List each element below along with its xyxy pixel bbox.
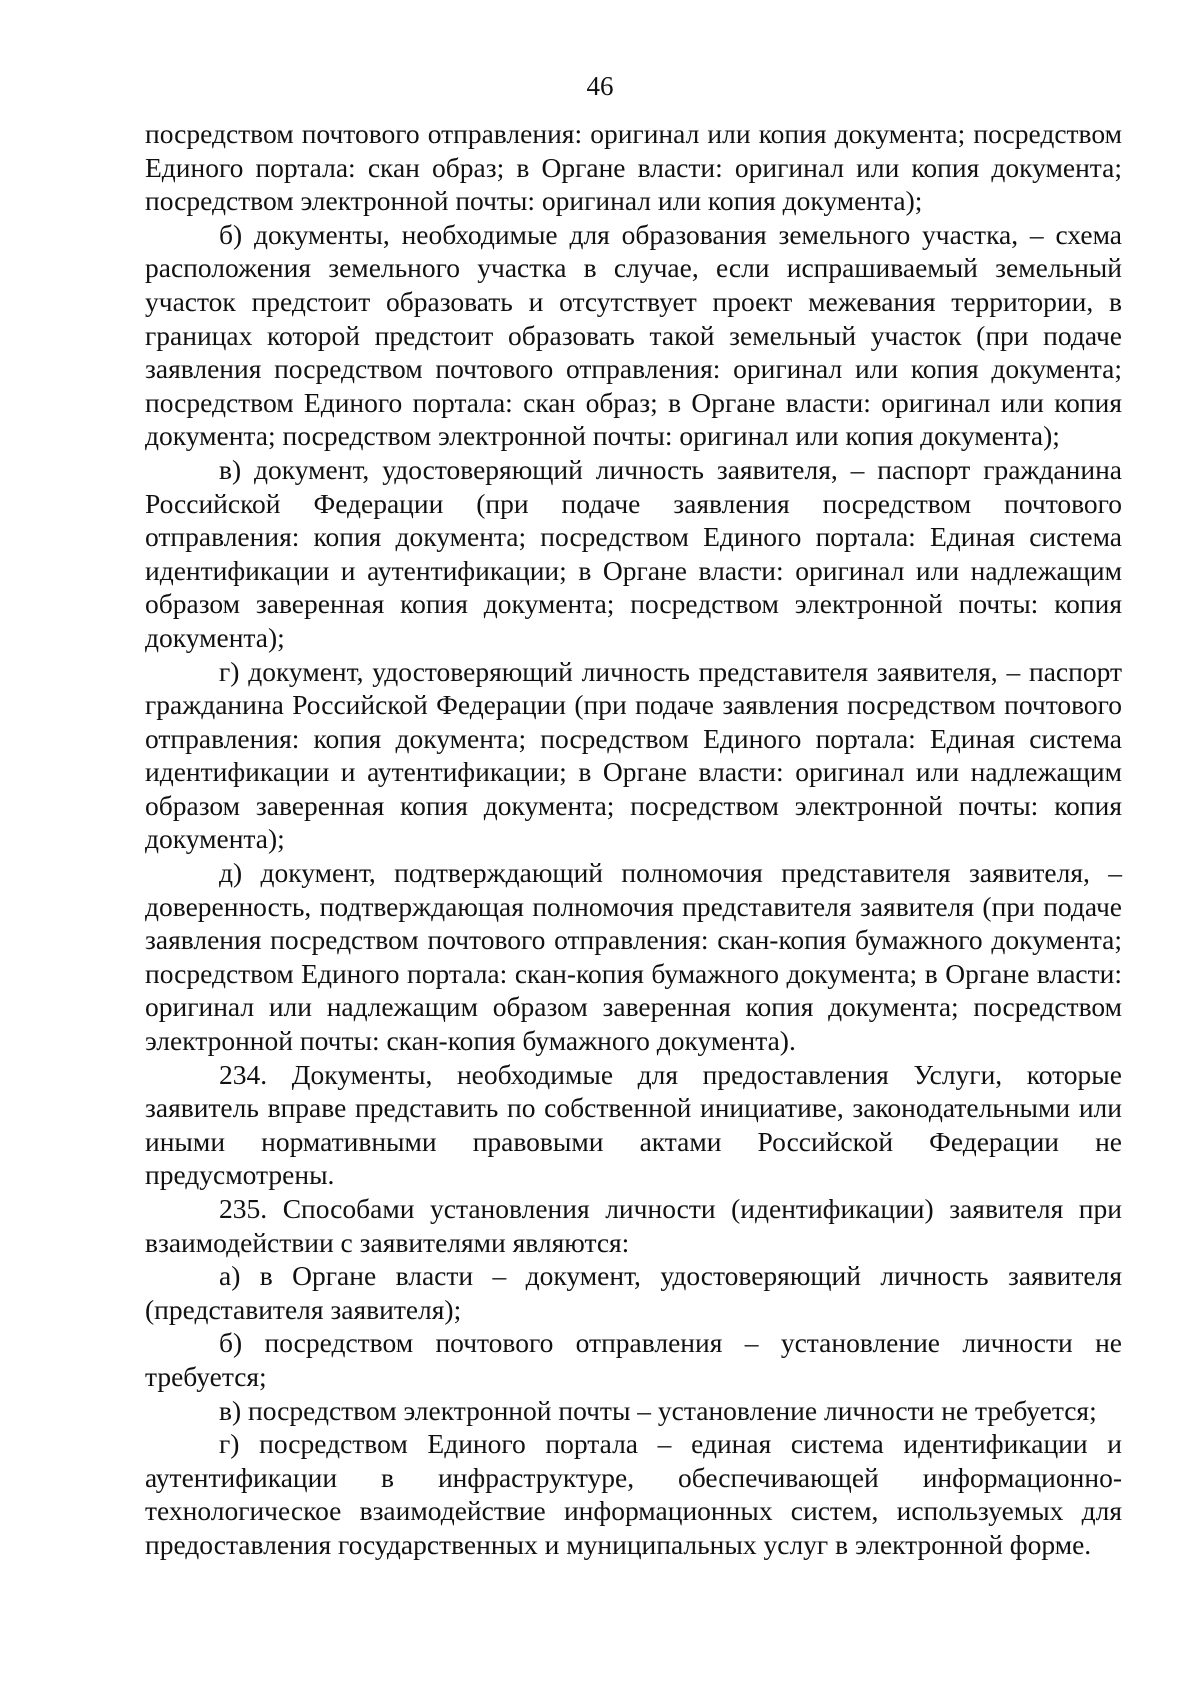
- paragraph-item-b-land-scheme: б) документы, необходимые для образования земельного участка, – схема расположения земельного участка в случае, если испрашиваемый земельный участок предстоит образовать и отсутствует проект межевания территории, в границах которой предстоит образовать такой земельный участок (при подаче заявления посредством почтового отправления: оригинал или копия документа; посредством Единого портала: скан образ; в Органе власти: оригинал или копия документа; посредством электронной почты: оригинал или копия документа);: [145, 218, 1122, 452]
- paragraph-235-item-a: а) в Органе власти – документ, удостоверяющий личность заявителя (представителя заявителя);: [145, 1260, 1122, 1325]
- paragraph-235: 235. Способами установления личности (идентификации) заявителя при взаимодействии с заявителями являются:: [145, 1193, 1122, 1258]
- paragraph-235-item-v: в) посредством электронной почты – установление личности не требуется;: [219, 1394, 1097, 1426]
- paragraph-continuation: посредством почтового отправления: оригинал или копия документа; посредством Единого портала: скан образ; в Органе власти: оригинал или копия документа; посредством электронной почты: оригинал или копия документа);: [145, 118, 1122, 217]
- paragraph-235-item-b: б) посредством почтового отправления – установление личности не требуется;: [145, 1327, 1122, 1392]
- paragraph-item-v-applicant-id: в) документ, удостоверяющий личность заявителя, – паспорт гражданина Российской Федерации (при подаче заявления посредством почтового отправления: копия документа; посредством Единого портала: Единая система идентификации и аутентификации; в Органе власти: оригинал или надлежащим образом заверенная копия документа; посредством электронной почты: копия документа);: [145, 453, 1122, 653]
- document-body: [145, 117, 1122, 1562]
- paragraph-234: 234. Документы, необходимые для предоставления Услуги, которые заявитель вправе представить по собственной инициативе, законодательными или иными нормативными правовыми актами Российской Федерации не предусмотрены.: [145, 1058, 1122, 1191]
- paragraph-235-item-g: г) посредством Единого портала – единая система идентификации и аутентификации в инфраструктуре, обеспечивающей информационно-технологическое взаимодействие информационных систем, используемых для предоставления государственных и муниципальных услуг в электронной форме.: [145, 1428, 1122, 1560]
- paragraph-item-d-authority-document: д) документ, подтверждающий полномочия представителя заявителя, – доверенность, подтверждающая полномочия представителя заявителя (при подаче заявления посредством почтового отправления: скан-копия бумажного документа; посредством Единого портала: скан-копия бумажного документа; в Органе власти: оригинал или надлежащим образом заверенная копия документа; посредством электронной почты: скан-копия бумажного документа).: [145, 857, 1122, 1057]
- paragraph-item-g-representative-id: г) документ, удостоверяющий личность представителя заявителя, – паспорт гражданина Российской Федерации (при подаче заявления посредством почтового отправления: копия документа; посредством Единого портала: Единая система идентификации и аутентификации; в Органе власти: оригинал или надлежащим образом заверенная копия документа; посредством электронной почты: копия документа);: [145, 655, 1122, 855]
- page-number: 46: [586, 71, 614, 101]
